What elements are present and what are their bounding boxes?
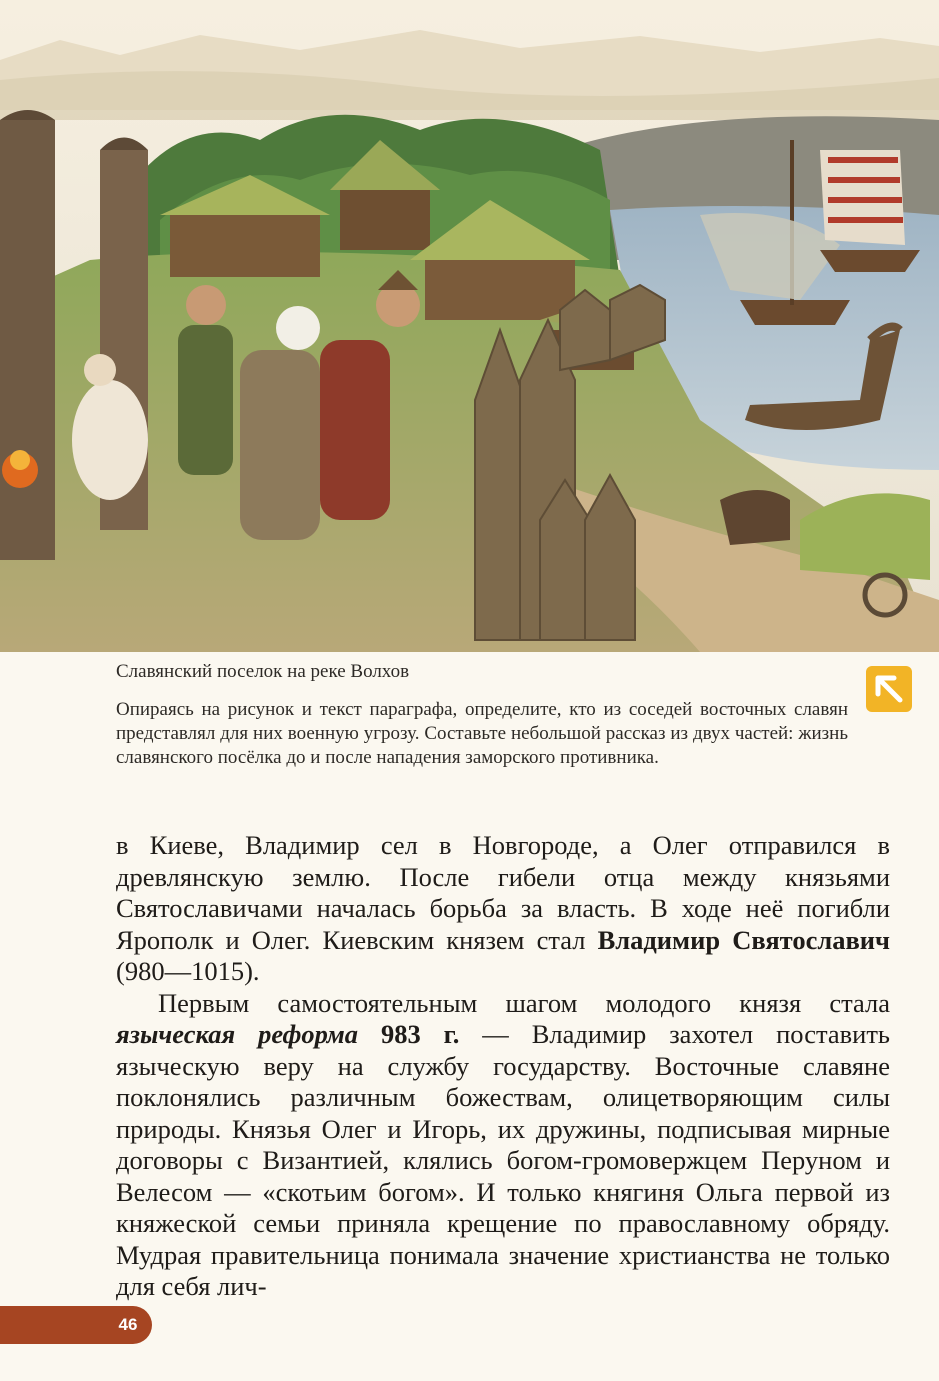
body-p1-bold-name: Владимир Святославич	[597, 924, 890, 955]
figure-caption: Славянский поселок на реке Волхов	[116, 661, 410, 682]
body-paragraph-2	[116, 988, 890, 1303]
body-p1-text-2: (980—1015).	[116, 956, 260, 986]
main-body-text	[116, 830, 890, 1303]
body-p2-bold-year: 983 г.	[358, 1019, 460, 1049]
figure-caption-block	[116, 660, 856, 770]
figure-task-text: Опираясь на рисунок и текст параграфа, определите, кто из соседей восточных славян представлял для них военную угрозу. Составьте небольшой рассказ из двух частей: жизнь славянского посёлка до и после нападения заморского противника.	[116, 699, 848, 768]
body-p1-text-1: в Киеве, Владимир сел в Новгороде, а Олег отправился в древлянскую землю. После гибели отца между князьями Святославичами началась борьба за власть. В ходе неё погибли Ярополк и Олег. Киевским князем стал	[116, 830, 890, 955]
arrow-up-left-icon	[866, 666, 912, 712]
body-p2-text-2: — Владимир захотел поставить языческую веру на службу государству. Восточные славяне поклонялись различным божествам, олицетворяющим силы природы. Князья Олег и Игорь, их дружины, подписывая мирные договоры с Византией, клялись богом-громовержцем Перуном и Велесом — «скотьим богом». И только княгиня Ольга первой из княжеской семьи приняла крещение по православному обряду. Мудрая правительница понимала значение христианства не только для себя лич-	[116, 1019, 890, 1301]
slavic-village-illustration	[0, 0, 939, 652]
body-paragraph-1	[116, 830, 890, 988]
body-p2-italic-term: языческая реформа	[116, 1019, 358, 1049]
body-p2-text-1: Первым самостоятельным шагом молодого князя стала	[158, 987, 890, 1018]
page-number: 46	[118, 1315, 138, 1334]
